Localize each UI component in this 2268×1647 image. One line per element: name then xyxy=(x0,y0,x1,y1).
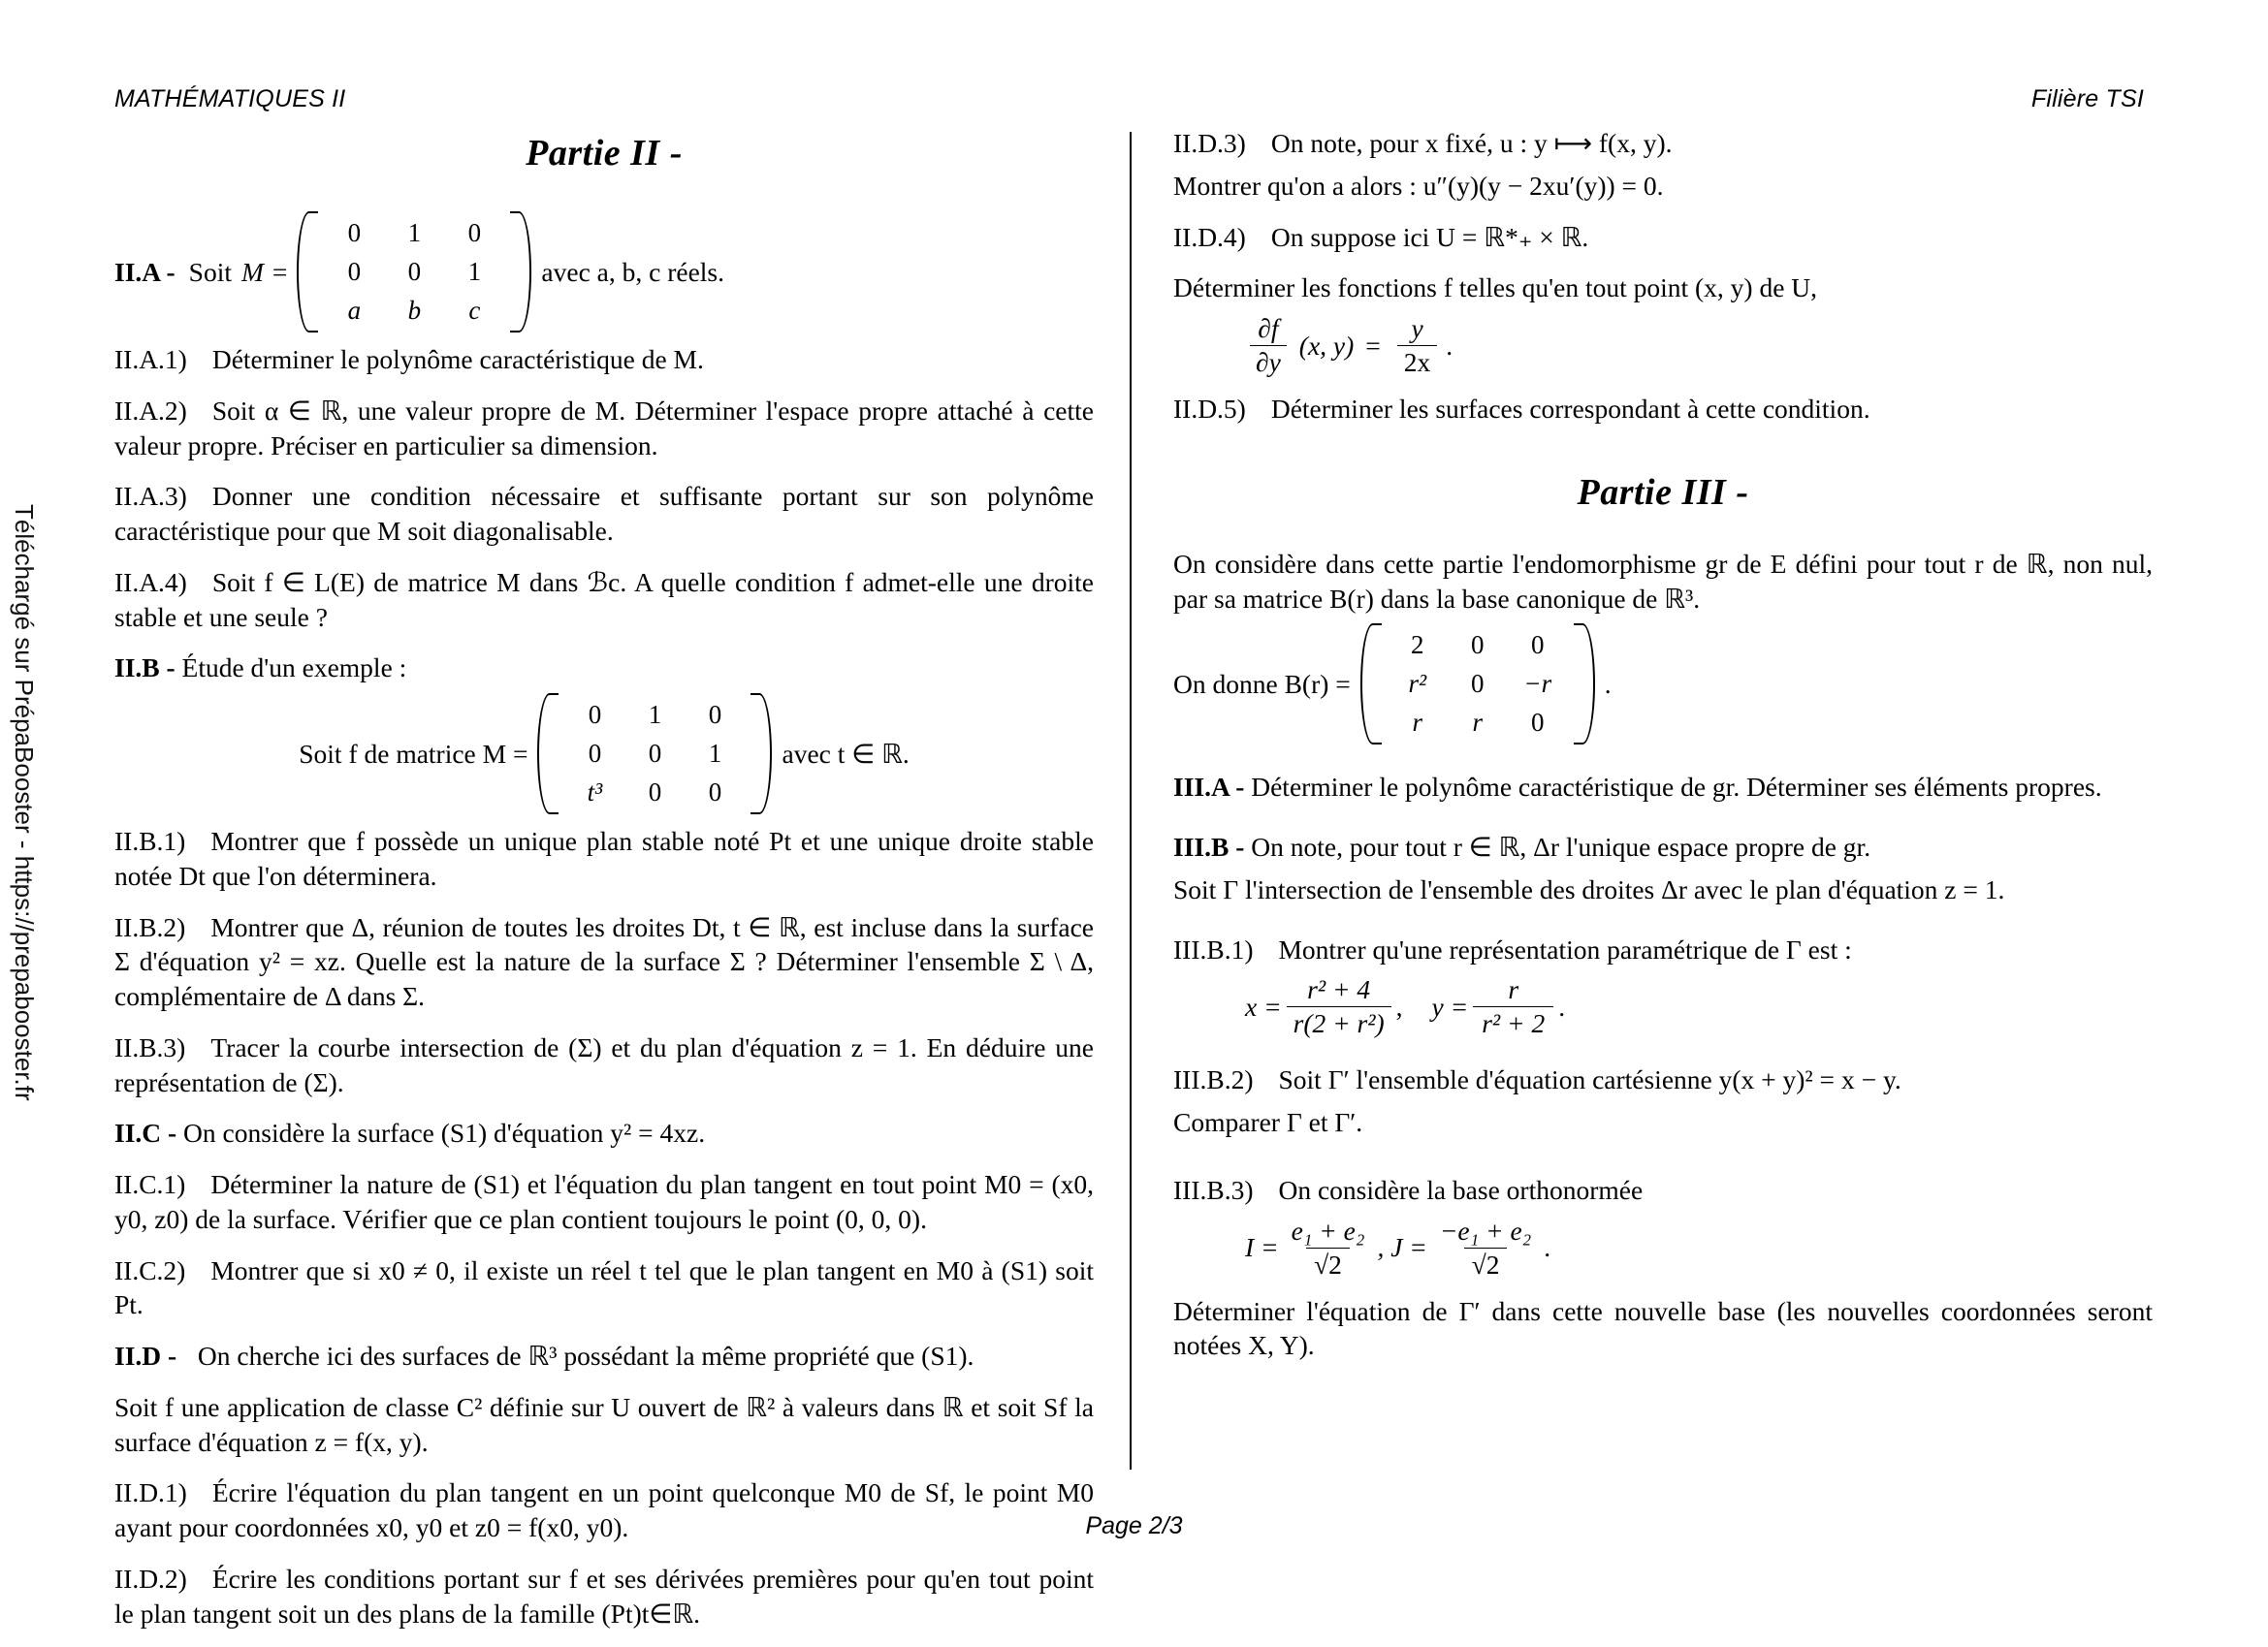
formula-arguments: (x, y) xyxy=(1298,330,1355,361)
fraction-numerator: e₁ + e₂ xyxy=(1291,1215,1365,1246)
label-ii-d-2: II.D.2) xyxy=(114,1563,187,1594)
label-ii-c-1: II.C.1) xyxy=(114,1169,186,1199)
matrix-cell: 0 xyxy=(347,218,362,247)
label-ii-b-1: II.B.1) xyxy=(114,826,186,856)
text-iii-b-1: Montrer qu'une représentation paramétrique de Γ est : xyxy=(1278,934,1852,965)
fraction-y xyxy=(1473,974,1553,1039)
paragraph-iii-b-3-closing: Déterminer l'équation de Γ′ dans cette nouvelle base (les nouvelles coordonnées seront notées X, Y). xyxy=(1173,1295,2153,1361)
header-track: Filière TSI xyxy=(2030,85,2144,112)
label-ii-c-2: II.C.2) xyxy=(114,1254,186,1285)
period: . xyxy=(1544,1232,1551,1262)
label-iii-b-2: III.B.2) xyxy=(1173,1064,1254,1095)
label-ii-a-2: II.A.2) xyxy=(114,395,187,426)
matrix-cell: a xyxy=(347,296,362,325)
period: . xyxy=(1558,991,1566,1022)
text-iii-b-3: On considère la base orthonormée xyxy=(1278,1174,1644,1205)
page-header xyxy=(0,85,2268,114)
fraction-denominator: r(2 + r²) xyxy=(1287,1006,1391,1039)
label-ii-c: II.C - xyxy=(114,1118,177,1149)
text-ii-d-4: On suppose ici U = ℝ*₊ × ℝ. xyxy=(1270,221,1589,252)
label-ii-b: II.B - xyxy=(114,652,176,683)
header-subject: MATHÉMATIQUES II xyxy=(114,85,346,112)
column-divider xyxy=(1130,132,1132,1470)
item-ii-c-1 xyxy=(114,1167,1094,1237)
ii-a-var: M xyxy=(240,256,264,287)
fraction-denominator: r² + 2 xyxy=(1473,1006,1553,1039)
matrix-cell: 1 xyxy=(407,218,422,247)
text-ii-c-2: Montrer que si x0 ≠ 0, il existe un réel t tel que le plan tangent en M0 à (S1) soit Pt. xyxy=(114,1254,1094,1320)
item-ii-d-5 xyxy=(1173,392,2153,427)
text-ii-a-2: Soit α ∈ ℝ, une valeur propre de M. Déterminer l'espace propre attaché à cette valeur propre. Préciser en particulier sa dimension. xyxy=(114,395,1094,460)
matrix-cell: c xyxy=(468,296,481,325)
page-footer: Page 2/3 xyxy=(1085,1512,1183,1539)
fraction-numerator: y xyxy=(1411,313,1423,343)
text-ii-d-5: Déterminer les surfaces correspondant à cette condition. xyxy=(1270,394,1870,424)
part-ii-title: Partie II - xyxy=(526,133,683,174)
fraction-i xyxy=(1284,1216,1373,1281)
paren-right xyxy=(510,211,531,333)
matrix-cell: 0 xyxy=(1531,708,1545,738)
label-ii-a: II.A - xyxy=(114,256,176,287)
matrix-cell: 0 xyxy=(1471,669,1485,699)
formula-parametric-gamma xyxy=(1245,974,2153,1039)
section-ii-c xyxy=(114,1116,1094,1151)
matrix-b-tail: . xyxy=(1604,668,1612,699)
matrix-cell: 0 xyxy=(467,218,482,247)
text-ii-c-1: Déterminer la nature de (S1) et l'équation du plan tangent en tout point M0 = (x0, y0, z0) de la surface. Vérifier que ce plan contient toujours le point (0, 0, 0). xyxy=(114,1169,1094,1234)
section-ii-a xyxy=(114,211,1094,333)
matrix-cell: r² xyxy=(1408,669,1427,699)
fraction-denominator: √2 xyxy=(1306,1248,1350,1281)
matrix-m-t xyxy=(114,693,1094,814)
matrix-cell: 0 xyxy=(708,700,722,729)
text-iii-b: On note, pour tout r ∈ ℝ, Δr l'unique espace propre de gr. xyxy=(1251,832,1871,862)
matrix-cell: 1 xyxy=(648,700,662,729)
label-ii-b-3: II.B.3) xyxy=(114,1031,186,1062)
matrix-body xyxy=(1360,623,1595,744)
item-ii-c-2 xyxy=(114,1253,1094,1323)
i-equals: I = xyxy=(1245,1232,1279,1262)
ii-a-tail: avec a, b, c réels. xyxy=(541,256,724,287)
paren-right xyxy=(751,693,772,814)
item-iii-b-2 xyxy=(1173,1062,2153,1097)
text-ii-b-2: Montrer que Δ, réunion de toutes les droites Dt, t ∈ ℝ, est incluse dans la surface Σ d'équation y² = xz. Quelle est la nature de la surface Σ ? Déterminer l'ensemble Σ \ Δ, complémentaire de Δ dans Σ. xyxy=(114,911,1094,1011)
item-ii-b-3 xyxy=(114,1030,1094,1100)
matrix-cell: 0 xyxy=(648,777,662,807)
label-ii-a-1: II.A.1) xyxy=(114,344,187,374)
matrix-cell: 0 xyxy=(588,700,602,729)
label-iii-b-3: III.B.3) xyxy=(1173,1174,1254,1205)
fraction-denominator: √2 xyxy=(1464,1248,1508,1281)
label-iii-b-1: III.B.1) xyxy=(1173,934,1254,965)
fraction-partial-f-partial-y xyxy=(1250,313,1287,378)
ii-a-eq: = xyxy=(272,256,288,287)
right-column xyxy=(1173,126,2153,1379)
text-ii-a-4: Soit f ∈ L(E) de matrice M dans ℬc. A quelle condition f admet-elle une droite stable et une seule ? xyxy=(114,566,1094,632)
text-ii-d-3-b: Montrer qu'on a alors : u″(y)(y − 2xu′(y)) = 0. xyxy=(1173,170,1664,201)
matrix-cell: 0 xyxy=(648,739,662,768)
item-iii-b-1 xyxy=(1173,933,2153,967)
matrix-b-lead: On donne B(r) = xyxy=(1173,668,1351,699)
paren-left xyxy=(297,211,318,333)
text-ii-c: On considère la surface (S1) d'équation y² = 4xz. xyxy=(183,1118,706,1149)
text-ii-d: On cherche ici des surfaces de ℝ³ possédant la même propriété que (S1). xyxy=(197,1341,974,1371)
y-equals: y = xyxy=(1431,991,1469,1022)
ii-b-matrix-lead: Soit f de matrice M = xyxy=(299,738,528,769)
ii-a-lead: Soit xyxy=(188,256,232,287)
matrix-cell: 1 xyxy=(708,739,722,768)
item-ii-b-1 xyxy=(114,824,1094,894)
text-iii-a: Déterminer le polynôme caractéristique de gr. Déterminer ses éléments propres. xyxy=(1251,772,2102,803)
matrix-cell: t³ xyxy=(587,777,603,807)
paragraph-iii-intro: On considère dans cette partie l'endomorphisme gr de E défini pour tout r de ℝ, non nul, par sa matrice B(r) dans la base canonique de ℝ³. xyxy=(1173,548,2153,614)
text-ii-b: Étude d'un exemple : xyxy=(181,652,407,683)
section-ii-d xyxy=(114,1339,1094,1374)
formula-partial-derivative xyxy=(1245,313,2153,378)
paren-left xyxy=(1360,623,1382,744)
fraction-numerator: ∂f xyxy=(1258,313,1279,343)
part-iii-title: Partie III - xyxy=(1577,471,1749,513)
label-ii-d-1: II.D.1) xyxy=(114,1477,187,1508)
matrix-b-r xyxy=(1173,623,2153,744)
text-ii-b-3: Tracer la courbe intersection de (Σ) et du plan d'équation z = 1. En déduire une représentation de (Σ). xyxy=(114,1031,1094,1097)
text-ii-a-1: Déterminer le polynôme caractéristique de M. xyxy=(211,344,704,374)
item-ii-a-1 xyxy=(114,342,1094,377)
label-iii-b: III.B - xyxy=(1173,832,1245,862)
item-ii-d-4 xyxy=(1173,220,2153,255)
matrix-body xyxy=(537,693,772,814)
matrix-cell: b xyxy=(407,296,422,325)
fraction-numerator: −e₁ + e₂ xyxy=(1439,1215,1532,1246)
label-ii-d-5: II.D.5) xyxy=(1173,394,1246,424)
matrix-cell: −r xyxy=(1523,669,1552,699)
period: . xyxy=(1446,330,1453,361)
fraction-denominator: 2x xyxy=(1397,345,1438,378)
section-iii-b xyxy=(1173,830,2153,865)
fraction-numerator: r xyxy=(1508,974,1519,1005)
matrix-cell: 2 xyxy=(1411,630,1424,660)
download-watermark: Téléchargé sur PrépaBooster - https://prepabooster.fr xyxy=(10,504,39,1101)
matrix-cell: r xyxy=(1472,708,1484,738)
fraction-denominator: ∂y xyxy=(1250,345,1287,378)
item-ii-d-3 xyxy=(1173,126,2153,161)
matrix-m-abc xyxy=(297,211,531,333)
label-ii-b-2: II.B.2) xyxy=(114,911,186,942)
label-iii-a: III.A - xyxy=(1173,772,1245,803)
item-ii-a-3 xyxy=(114,479,1094,549)
item-ii-b-2 xyxy=(114,910,1094,1014)
item-ii-d-2 xyxy=(114,1562,1094,1631)
text-iii-b-2-b: Comparer Γ et Γ′. xyxy=(1173,1107,1363,1137)
section-ii-b xyxy=(114,650,1094,685)
text-ii-d-2: Écrire les conditions portant sur f et ses dérivées premières pour qu'en tout point le plan tangent soit un des plans de la famille (Pt)t∈ℝ. xyxy=(114,1563,1094,1629)
label-ii-a-4: II.A.4) xyxy=(114,566,187,597)
matrix-cell: 0 xyxy=(347,257,362,286)
left-column xyxy=(114,126,1094,1647)
item-ii-a-4 xyxy=(114,565,1094,635)
text-ii-d-1: Écrire l'équation du plan tangent en un point quelconque M0 de Sf, le point M0 ayant pour coordonnées x0, y0 et z0 = f(x0, y0). xyxy=(114,1477,1094,1542)
matrix-cell: 0 xyxy=(1471,630,1485,660)
label-ii-d: II.D - xyxy=(114,1341,177,1371)
matrix-cell: 0 xyxy=(1531,630,1545,660)
label-ii-d-3: II.D.3) xyxy=(1173,128,1246,158)
fraction-numerator: r² + 4 xyxy=(1307,974,1371,1005)
fraction-y-over-2x xyxy=(1397,313,1438,378)
matrix-cell: 0 xyxy=(407,257,422,286)
text-ii-d-4-lead: Déterminer les fonctions f telles qu'en tout point (x, y) de U, xyxy=(1173,272,1818,303)
text-ii-d-3: On note, pour x fixé, u : y ⟼ f(x, y). xyxy=(1270,128,1673,158)
paren-left xyxy=(537,693,559,814)
comma: , xyxy=(1395,991,1403,1022)
item-iii-b-3 xyxy=(1173,1173,2153,1208)
matrix-cell: 1 xyxy=(467,257,482,286)
formula-orthonormal-basis xyxy=(1245,1216,2153,1281)
text-ii-b-1: Montrer que f possède un unique plan stable noté Pt et une unique droite stable notée Dt que l'on déterminera. xyxy=(114,826,1094,891)
item-ii-a-2 xyxy=(114,394,1094,463)
equals-sign: = xyxy=(1365,330,1381,361)
x-equals: x = xyxy=(1245,991,1282,1022)
fraction-j xyxy=(1432,1216,1539,1281)
section-iii-a xyxy=(1173,770,2153,805)
matrix-cell: r xyxy=(1412,708,1423,738)
text-iii-b-2: Soit Γ′ l'ensemble d'équation cartésienne y(x + y)² = x − y. xyxy=(1278,1064,1901,1095)
matrix-cell: 0 xyxy=(588,739,602,768)
paren-right xyxy=(1574,623,1595,744)
paragraph-iii-b: Soit Γ l'intersection de l'ensemble des droites Δr avec le plan d'équation z = 1. xyxy=(1173,873,2005,904)
text-ii-a-3: Donner une condition nécessaire et suffisante portant sur son polynôme caractéristique pour que M soit diagonalisable. xyxy=(114,481,1094,546)
fraction-x xyxy=(1287,974,1391,1039)
paragraph-ii-d: Soit f une application de classe C² définie sur U ouvert de ℝ² à valeurs dans ℝ et soit Sf la surface d'équation z = f(x, y). xyxy=(114,1391,1094,1457)
label-ii-d-4: II.D.4) xyxy=(1173,221,1246,252)
ii-b-matrix-tail: avec t ∈ ℝ. xyxy=(782,738,910,769)
separator-j: , J = xyxy=(1377,1232,1427,1262)
label-ii-a-3: II.A.3) xyxy=(114,481,187,512)
matrix-cell: 0 xyxy=(708,777,722,807)
